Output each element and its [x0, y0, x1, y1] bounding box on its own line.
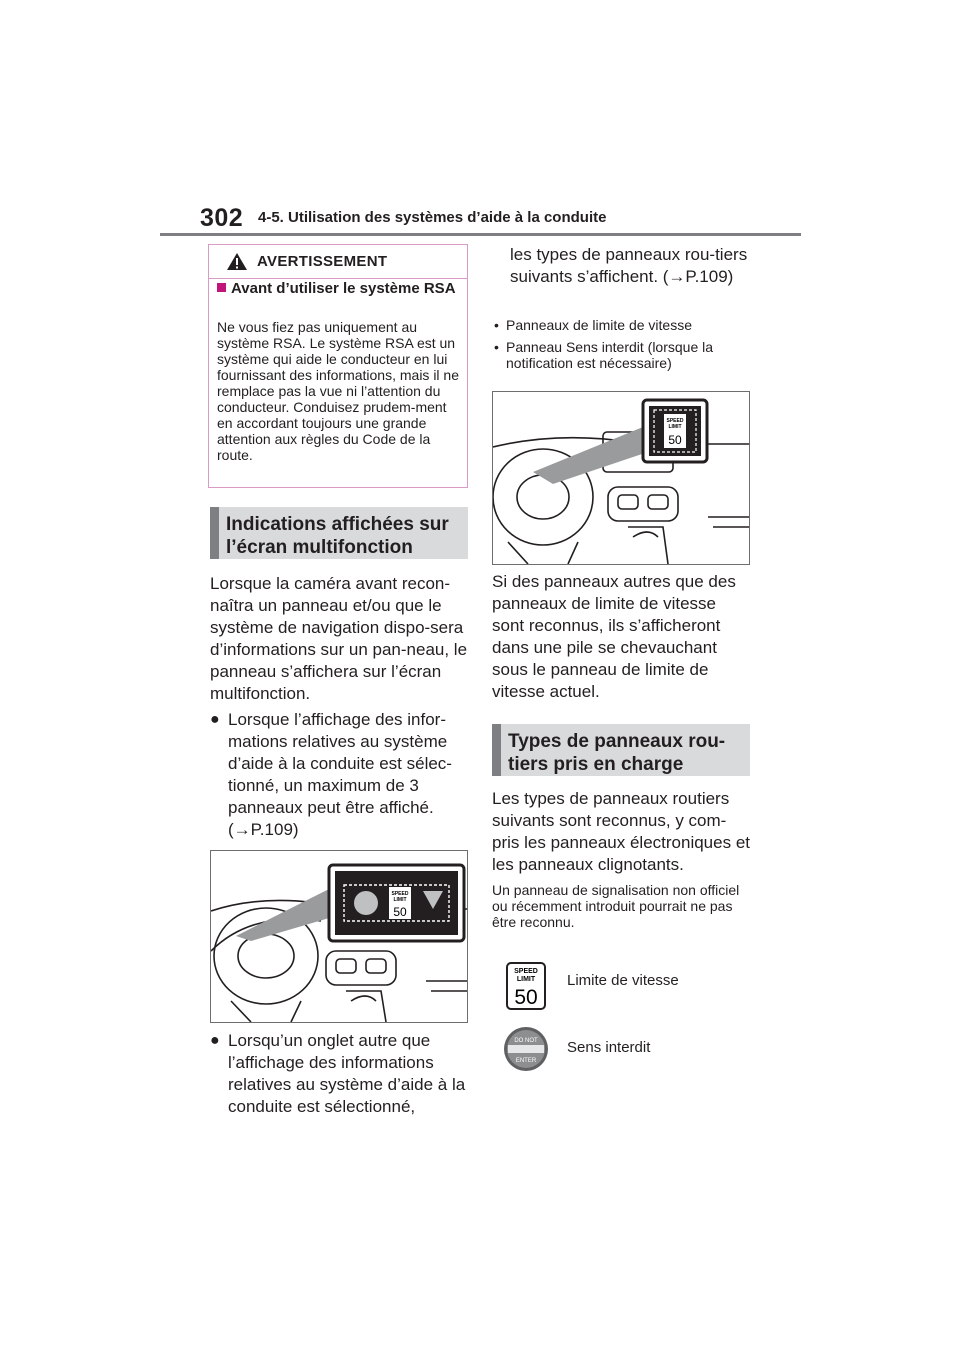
speed-limit-50-icon — [506, 962, 546, 1010]
enter-text: ENTER — [515, 1058, 537, 1064]
warning-box — [208, 244, 468, 488]
speed-text: SPEED — [391, 891, 409, 897]
small-bullet-dot: • — [494, 317, 499, 333]
limit-text: LIMIT — [516, 976, 536, 983]
small-bullet-dot: • — [494, 339, 499, 355]
square-bullet-icon — [217, 283, 226, 292]
speed-text: SPEED — [666, 418, 684, 424]
limit-text: LIMIT — [668, 424, 682, 430]
note-text: Un panneau de signalisation non officiel ou récemment introduit pourrait ne pas être reconnu. — [492, 882, 740, 930]
intro-paragraph: Lorsque la caméra avant recon-naîtra un panneau et/ou que le système de navigation dispo-sera d’informations sur un pan-neau, le panneau s’affichera sur l’écran multifonction. — [210, 574, 468, 703]
dashboard-illustration — [211, 851, 467, 1022]
warning-text: Ne vous fiez pas uniquement au système RSA. Le système RSA est un système qui aide le conducteur en lui fournissant des informations, mais il ne remplace pas la vue ni l’attention du conducteur. Conduisez prudem-ment en accordant toujours une grande attention aux règles du Code de la route. — [217, 319, 459, 463]
section-title: 4-5. Utilisation des systèmes d’aide à la conduite — [258, 209, 607, 226]
warning-title: AVERTISSEMENT — [257, 253, 388, 270]
bullet-dot-icon: ● — [210, 1032, 220, 1049]
page-number: 302 — [200, 204, 244, 232]
small-bullet-list — [492, 317, 752, 371]
bullet-dot-icon: ● — [210, 711, 220, 728]
limit-value-text: 50 — [514, 986, 538, 1009]
limit-value-text: 50 — [393, 905, 407, 919]
dashboard-figure-right — [492, 391, 750, 565]
warning-header — [209, 245, 467, 279]
continued-paragraph: les types de panneaux rou-tiers suivants s’affichent. (→P.109) — [510, 245, 748, 286]
dashboard-illustration — [493, 392, 749, 564]
limit-text: LIMIT — [393, 897, 407, 903]
small-bullet-item: • Panneau Sens interdit (lorsque la notification est nécessaire) — [494, 339, 714, 371]
bullet-item-1: ● Lorsque l’affichage des infor-mations relatives au système d’aide à la conduite est sélec-tionné, un maximum de 3 panneaux peut être affiché. (→P.109) — [210, 710, 452, 839]
do-not-text: DO NOT — [514, 1038, 538, 1044]
dashboard-figure-left — [210, 850, 468, 1023]
limit-value-text: 50 — [668, 433, 682, 447]
sign-label-speed-limit: Limite de vitesse — [567, 972, 679, 989]
small-bullet-item: • Panneaux de limite de vitesse — [494, 317, 692, 333]
do-not-enter-icon — [503, 1026, 549, 1072]
heading-types: Types de panneaux rou-tiers pris en charge — [492, 724, 750, 776]
stack-paragraph: Si des panneaux autres que des panneaux de limite de vitesse sont reconnus, ils s’afficheront dans une pile se chevauchant sous le panneau de limite de vitesse actuel. — [492, 572, 736, 701]
sign-label-do-not-enter: Sens interdit — [567, 1039, 651, 1056]
warning-triangle-icon — [226, 252, 248, 271]
warning-subtitle: Avant d’utiliser le système RSA — [217, 281, 457, 296]
bullet-item-2: ● Lorsqu’un onglet autre que l’affichage des informations relatives au système d’aide à la conduite est sélectionné, — [210, 1031, 466, 1116]
types-paragraph: Les types de panneaux routiers suivants sont reconnus, y com-pris les panneaux électroniques et les panneaux clignotants. — [492, 789, 750, 874]
heading-indications: Indications affichées sur l’écran multifonction — [210, 507, 468, 559]
speed-text: SPEED — [514, 968, 538, 975]
header-rule — [160, 233, 801, 236]
